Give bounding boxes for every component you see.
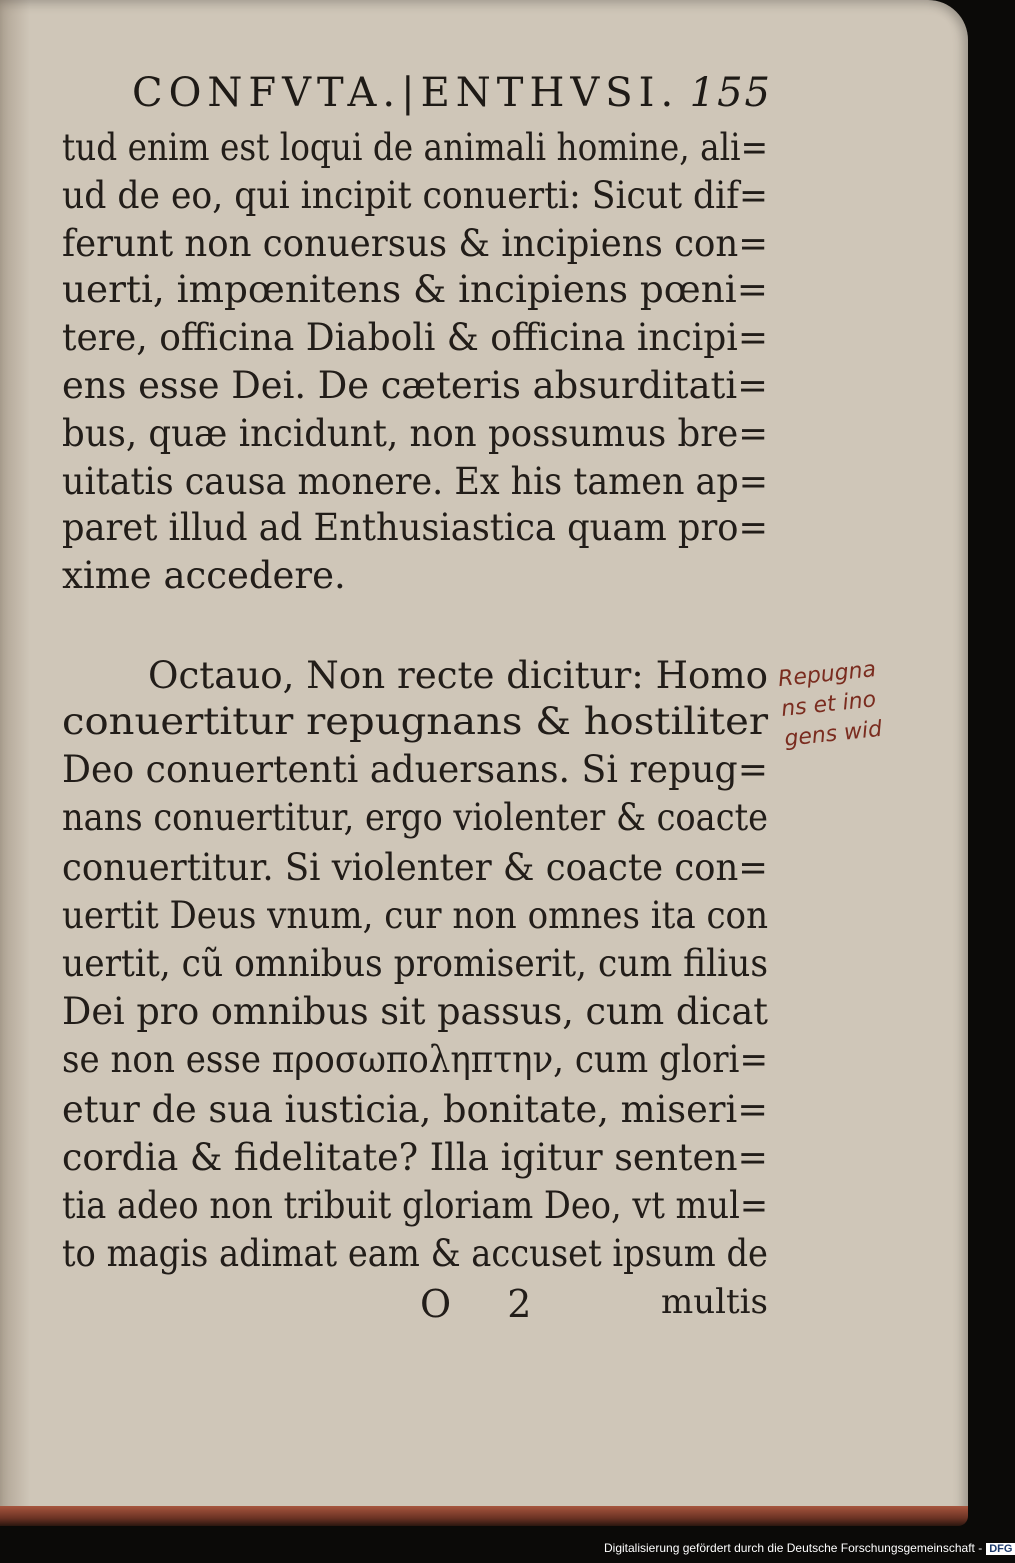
text-line: ens esse Dei. De cæteris absurditati= [62,364,768,407]
page-edge [0,1506,968,1526]
dfg-logo: DFG [986,1543,1015,1555]
text-line: ferunt non conuersus & incipiens con= [62,222,768,265]
digitization-credit [604,1541,1013,1559]
text-line: cordia & fidelitate? Illa igitur senten= [62,1136,768,1179]
text-line: Deo conuertenti aduersans. Si repug= [62,748,768,791]
text-line: ud de eo, qui incipit conuerti: Sicut dif= [62,174,768,217]
text-line: tud enim est loqui de animali homine, ali= [62,126,768,169]
marginalia-line: ns et ino [780,687,878,722]
text-line: nans conuertitur, ergo violenter & coacte [62,796,768,839]
text-line: uitatis causa monere. Ex his tamen ap= [62,460,768,503]
text-line: uertit Deus vnum, cur non omnes ita con [62,894,768,937]
paragraph-first-line: Octauo, Non recte dicitur: Homo [148,654,768,697]
text-line: Dei pro omnibus sit passus, cum dicat [62,990,768,1033]
text-line: uertit, cũ omnibus promiserit, cum filius [62,942,768,985]
credit-text: Digitalisierung gefördert durch die Deutsche Forschungsgemeinschaft - [604,1541,983,1555]
text-line: xime accedere. [62,554,346,597]
marginalia-line: gens wid [783,716,884,752]
text-line: conuertitur. Si violenter & coacte con= [62,846,768,889]
marginalia-line: Repugna [776,657,878,693]
text-line: bus, quæ incidunt, non possumus bre= [62,412,768,455]
text-line: tere, officina Diaboli & officina incipi= [62,316,768,359]
handwritten-marginalia [777,647,960,774]
signature-mark: O 2 [420,1282,554,1326]
text-line: paret illud ad Enthusiastica quam pro= [62,506,768,549]
text-line: to magis adimat eam & accuset ipsum de [62,1232,768,1275]
page-footer [62,1282,768,1330]
text-line: se non esse προσωποληπτην, cum glori= [62,1038,768,1081]
catchword: multis [661,1282,768,1322]
running-header [132,60,772,120]
text-line: etur de sua iusticia, bonitate, miseri= [62,1088,768,1131]
running-title: CONFVTA.|ENTHVSI. [132,70,680,116]
text-line: conuertitur repugnans & hostiliter [62,700,768,743]
text-line: tia adeo non tribuit gloriam Deo, vt mul= [62,1184,768,1227]
page-number: 155 [689,70,772,116]
text-line: uerti, impœnitens & incipiens pœni= [62,268,768,311]
